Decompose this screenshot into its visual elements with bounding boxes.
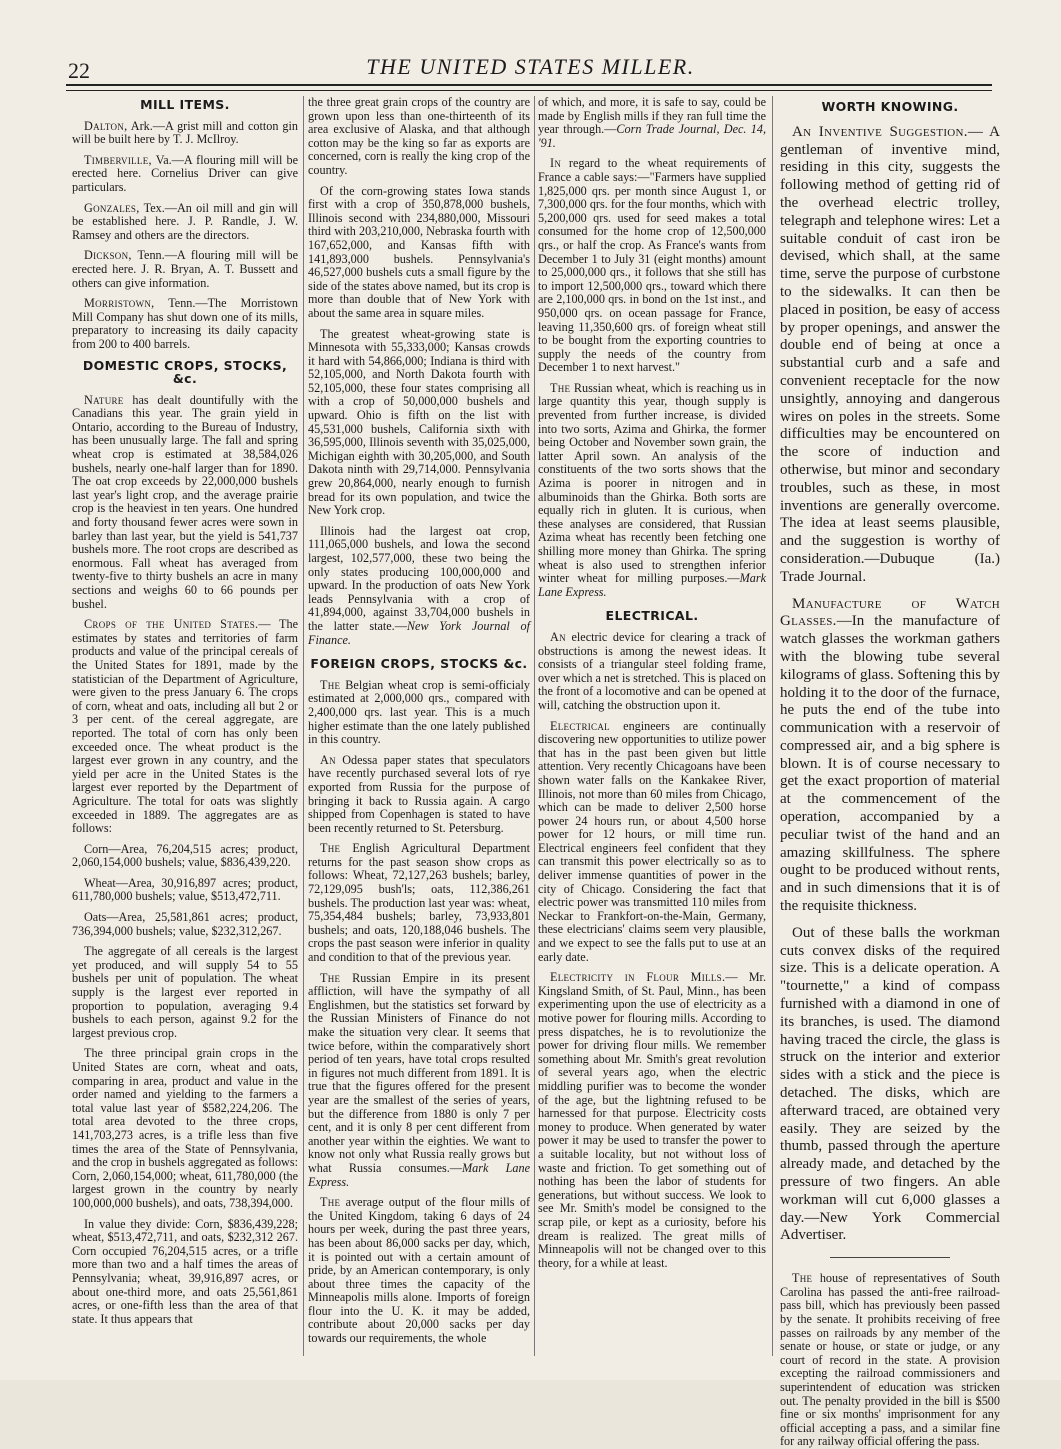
article-paragraph: In regard to the wheat requirements of France a cable says:—"Farmers have supplied 1,825,000 qrs. per month since August 1, or 7,300,000 qrs. for the four months, which with 5,200,000 qrs. used for seed makes a total consumed for the home crop of 12,500,000 qrs., or half the crop. As France's wants from December 1 to July 31 (eight months) amount to 25,000,000 qrs., it follows that she still has to import 12,500,000 qrs., toward which there are 2,100,000 qrs. in bond on the 1st inst., and 950,000 qrs. on ocean passage for France, leaving 11,350,600 qrs. of foreign wheat still to be bought from the exporting countries to supply the needs of the country from December 1 to next harvest."	[538, 156, 766, 375]
article-paragraph: Wheat—Area, 30,916,897 acres; product, 611,780,000 bushels; value, $513,472,711.	[72, 875, 298, 904]
column-3	[538, 96, 766, 1356]
article-paragraph: Oats—Area, 25,581,861 acres; product, 736,394,000 bushels; value, $232,312,267.	[72, 910, 298, 938]
section-heading-mill-items: MILL ITEMS.	[140, 97, 230, 112]
masthead-rule-thin	[66, 90, 992, 91]
article-paragraph: Electricity in Flour Mills.— Mr. Kingsland Smith, of St. Paul, Minn., has been experimenting upon the use of electricity as a motive power for flouring mills. According to press dispatches, he is to revolutionize the power for driving flour mills. We remember something about Mr. Smith's great revolution of several years ago, when the electric middling purifier was to become the wonder of the age, but the lightning refused to be harnessed for that purpose. Electricity costs money to produce. When generated by water power it may be used to transfer the power to a suitable locality, but not without loss of waste and friction. To get something out of nothing has been the labor of students for generations, but without success. We look to see Mr. Smith's model be consigned to the scrap pile, or kept as a curiosity, before his dream is realized. The great mills of Minneapolis will not be changed over to this theory, for a while at least.	[538, 970, 766, 1270]
article-paragraph: the three great grain crops of the country are grown upon less than one-thirteenth of its area exclusive of Alaska, and that although cotton may be the king so far as exports are concerned, corn is really the king crop of the country.	[308, 95, 530, 177]
column-1	[72, 96, 298, 1356]
article-paragraph: Of the corn-growing states Iowa stands first with a crop of 350,878,000 bushels, Illinois second with 234,880,000, Missouri third with 203,210,000, Nebraska fourth with 167,652,000, and Kansas fifth with 141,893,000 bushels. Pennsylvania's 46,527,000 bushels cuts a small figure by the side of the states above named, but its crop is more than double that of New York with about the same area in square miles.	[308, 183, 530, 320]
article-paragraph: The aggregate of all cereals is the largest yet produced, and will supply 54 to 55 bushels per unit of population. The wheat supply is the largest ever reported in proportion to population, averaging 9.4 bushels to each person, against 9.2 for the largest previous crop.	[72, 944, 298, 1040]
article-paragraph: Illinois had the largest oat crop, 111,065,000 bushels, and Iowa the second largest, 102,577,000, these two being the only states producing 100,000,000 and upward. In the production of oats New York leads Pennsylvania with a crop of 41,894,000, against 33,704,000 bushels in the latter state.—New York Journal of Finance.	[308, 523, 530, 647]
column-divider	[534, 96, 535, 1356]
article-paragraph: Electrical engineers are continually discovering new opportunities to utilize power that has in the past been given but little attention. Very recently Chicagoans have been shown water falls on the Kankakee River, Illinois, not more than 60 miles from Chicago, which can be made to deliver 2,500 horse power 24 hours run, or about 4,500 horse power for 12 hours, or mill time run. Electrical engineers feel confident that they can transmit this power electrically so as to deliver immense quantities of power in the city of Chicago. Considering the fact that electric power was transmitted 110 miles from Neckar to Frankfort-on-the-Main, Germany, these electricians' claims seem very plausible, and we expect to see the falls put to use at an early date.	[538, 718, 766, 964]
article-paragraph: The house of representatives of South Carolina has passed the anti-free railroad-pass bill, which has previously been passed by the senate. It prohibits receiving of free passes on railroads by any member of the senate or house, or state or judge, or any court of record in the state. A provision excepting the railroad commissioners and superintendent of education was stricken out. The penalty provided in the bill is $500 fine or six months' imprisonment for any official accepting a pass, and a similar fine for any railway official offering the pass.	[780, 1271, 1000, 1449]
page-number: 22	[68, 58, 90, 83]
article-paragraph: Out of these balls the workman cuts convex disks of the required size. This is a delicate operation. A "tournette," a kind of compass furnished with a diamond in one of its branches, is used. The diamond having traced the circle, the glass is struck on the interior and exterior sides with a stick and the piece is detached. The disks, which are afterward traced, are obtained very easily. They are seized by the thumb, passed through the aperture already made, and detached by the pressure of two fingers. An able workman will cut 6,000 glasses a day.—New York Commercial Advertiser.	[780, 924, 1000, 1244]
article-paragraph: The greatest wheat-growing state is Minnesota with 55,333,000; Kansas crowds it hard with 54,866,000; Indiana is third with 52,105,000, and North Dakota fourth with 52,105,000, these four states comprising all with a crop of 50,000,000 bushels and upward. Ohio is fifth on the list with 45,531,000 bushels, California sixth with 36,595,000, Illinois seventh with 35,025,000, Michigan eighth with 30,205,000, and South Dakota ninth with 29,714,000. Pennsylvania grew 20,864,000, nearly enough to furnish bread for its own population, and twice the New York crop.	[308, 326, 530, 518]
column-divider	[772, 96, 773, 1356]
article-paragraph: Morristown, Tenn.—The Morristown Mill Company has shut down one of its mills, preparatory to increasing its daily capacity from 200 to 400 barrels.	[72, 296, 298, 351]
article-paragraph: Nature has dealt dountifully with the Canadians this year. The grain yield in Ontario, according to the Bureau of Industry, has been unusually large. The fall and spring wheat crop is estimated at 38,584,026 bushels, nearly one-half larger than for 1890. The oat crop exceeds by 22,000,000 bushels last year's light crop, and the average prairie crop is the heaviest in ten years. One hundred and forty thousand fewer acres were sown in barley than last year, but the yield is 541,737 bushels more. The root crops are described as enormous. Fall wheat has averaged from twenty-five to thirty bushels an acre in many sections and weighs 60 to 66 pounds per bushel.	[72, 392, 298, 611]
section-divider	[830, 1257, 950, 1258]
article-paragraph: Crops of the United States.— The estimates by states and territories of farm products and value of the principal cereals of the United States for 1891, made by the statistician of the Department of Agriculture, were given to the press January 6. The crops of corn, wheat and oats, including all but 2 or 3 per cent. of the cereal aggregate, are reported. The total of corn has only been exceeded once. The wheat product is the largest ever grown in any country, and the yield per acre in the United States is the largest ever reported by the Department of Agriculture. The total for oats was slightly exceeded in 1889. The aggregates are as follows:	[72, 617, 298, 836]
article-paragraph: An electric device for clearing a track of obstructions is among the newest ideas. It consists of a triangular steel folding frame, over which a net is stretched. This is placed on the front of a locomotive and can be opened at will, catching the obstruction upon it.	[538, 629, 766, 712]
column-divider	[303, 96, 304, 1356]
masthead-rule	[66, 84, 992, 86]
article-paragraph: In value they divide: Corn, $836,439,228; wheat, $513,472,711, and oats, $232,312 267. Corn occupied 76,204,515 acres, or a trifle more than two and a half times the areas of Pennsylvania; wheat, 39,916,897 acres, or about one-third more, and oats 25,561,861 acres, or one-fifth less than the area of that state. It thus appears that	[72, 1216, 298, 1326]
article-paragraph: An Odessa paper states that speculators have recently purchased several lots of rye exported from Russia for the purpose of bringing it back to Russia again. A cargo shipped from Copenhagen is stated to have been recently returned to St. Petersburg.	[308, 752, 530, 835]
masthead-title: THE UNITED STATES MILLER.	[366, 54, 695, 79]
article-paragraph: Dickson, Tenn.—A flouring mill will be erected here. J. R. Bryan, A. T. Bussett and others can give information.	[72, 248, 298, 290]
section-heading-foreign-crops: FOREIGN CROPS, STOCKS &c.	[310, 656, 528, 672]
article-paragraph: The Russian Empire in its present affliction, will have the sympathy of all Englishmen, but the statistics set forward by the Russian Ministers of Finance do not make the situation very clear. It seems that twice before, within the comparatively short period of ten years, have total crops resulted in figures not much different from 1891. It is true that the figures offered for the present year are the smallest of the series of years, but the difference from 1880 is only 7 per cent, and it is only 8 per cent different from another year within the eighties. We want to know not only what Russia really grows but what Russia consumes.—Mark Lane Express.	[308, 970, 530, 1189]
section-heading-electrical: ELECTRICAL.	[605, 608, 699, 624]
section-heading-domestic-crops: DOMESTIC CROPS, STOCKS, &c.	[82, 357, 288, 387]
article-paragraph: Corn—Area, 76,204,515 acres; product, 2,060,154,000 bushels; value, $836,439,220.	[72, 841, 298, 870]
article-paragraph: The Russian wheat, which is reaching us in large quantity this year, though supply is prevented from further increase, is divided into two sorts, Azima and Ghirka, the former being October and November sown grain, the latter April sown. An analysis of the constituents of the two sorts shows that the Azima is poorer in nitrogen and in albuminoids than the Ghirka. Both sorts are equally rich in gluten. It is curious, when these analyses are considered, that Russian Azima wheat has recently been fetching one shilling more money than Ghirka. The spring wheat is also used to strengthen inferior winter wheat for milling purposes.—Mark Lane Express.	[538, 380, 766, 599]
section-heading-worth-knowing: WORTH KNOWING.	[821, 99, 959, 114]
article-paragraph: Timberville, Va.—A flouring mill will be erected here. Cornelius Driver can give particulars.	[72, 152, 298, 194]
article-paragraph: of which, and more, it is safe to say, could be made by English mills if they ran full time the year through.—Corn Trade Journal, Dec. 14, '91.	[538, 95, 766, 150]
article-paragraph: The average output of the flour mills of the United Kingdom, taking 6 days of 24 hours per week, during the past three years, has been about 86,000 sacks per day, which, it is pointed out with a certain amount of pride, by an American contemporary, is only about three times the capacity of the Minneapolis mills alone. Imports of foreign flour into the U. K. it may be added, contribute about 20,000 sacks per day towards our requirements, the whole	[308, 1195, 530, 1346]
article-paragraph: The English Agricultural Department returns for the past season show crops as follows: Wheat, 72,127,263 bushels; barley, 72,129,095 bush'ls; oats, 112,386,261 bushels. The production last year was: wheat, 75,354,484 bushels; barley, 73,933,801 bushels; and oats, 120,188,046 bushels. The crops the past season were inferior in quality and condition to that of the previous year.	[308, 841, 530, 965]
article-paragraph: The three principal grain crops in the United States are corn, wheat and oats, comparing in area, product and value in the order named and yielding to the farmers a total value last year of $582,224,206. The total area devoted to the three crops, 141,703,273 acres, is a trifle less than five times the area of the State of Pennsylvania, and the crop in bushels aggregated as follows: Corn, 2,060,154,000; wheat, 611,780,000 (the largest grown in the country by nearly 100,000,000 bushels), and oats, 738,394,000.	[72, 1046, 298, 1210]
article-paragraph: Gonzales, Tex.—An oil mill and gin will be established here. J. P. Randle, J. W. Ramsey and others are the directors.	[72, 200, 298, 242]
article-paragraph: Dalton, Ark.—A grist mill and cotton gin will be built here by T. J. McIlroy.	[72, 118, 298, 147]
column-2	[308, 96, 530, 1356]
article-paragraph: The Belgian wheat crop is semi-officialy estimated at 2,000,000 qrs., compared with 2,400,000 qrs. last year. This is a much higher estimate than the one lately published in this country.	[308, 677, 530, 747]
column-4	[780, 96, 1000, 1449]
article-paragraph: An Inventive Suggestion.— A gentleman of inventive mind, residing in this city, suggests the following method of getting rid of the overhead electric trolley, telegraph and telephone wires: Let a suitable conduit of cast iron be devised, which shall, at the same time, serve the purpose of curbstone to the sidewalks. It can then be placed in position, be easy of access by proper openings, and answer the double end of being at once a substantial curb and a safe and convenient receptacle for the now unsightly, annoying and dangerous wires on poles in the streets. Some difficulties may be encountered on the score of induction and otherwise, but minor and secondary troubles, such as these, in most inventions are generally overcome. The idea at least seems plausible, and the suggestion is worthy of consideration.—Dubuque (Ia.) Trade Journal.	[780, 123, 1000, 585]
article-paragraph: Manufacture of Watch Glasses.—In the manufacture of watch glasses the workman gathers with the blowing tube several kilograms of glass. Softening this by holding it to the door of the furnace, he puts the end of the tube into communication with a reservoir of compressed air, and a big sphere is blown. It is of course necessary to get the exact proportion of material at the commencement of the operation, accompanied by a peculiar twist of the hand and an amazing skillfulness. The sphere ought to be produced without rents, and in such dimensions that it is of the requisite thickness.	[780, 595, 1000, 915]
